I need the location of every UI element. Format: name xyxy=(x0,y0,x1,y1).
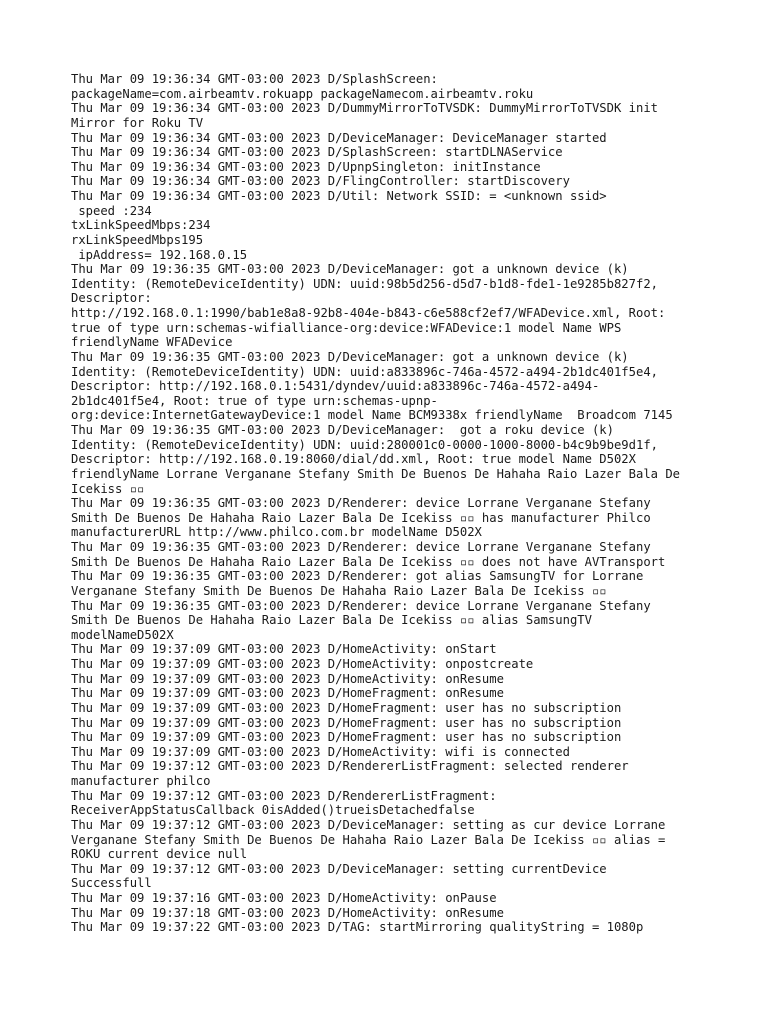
log-line: Thu Mar 09 19:37:09 GMT-03:00 2023 D/HomeFragment: user has no subscription xyxy=(71,715,622,730)
log-line: Thu Mar 09 19:37:12 GMT-03:00 2023 D/DeviceManager: setting currentDevice xyxy=(71,861,607,876)
log-line: Thu Mar 09 19:37:09 GMT-03:00 2023 D/HomeActivity: wifi is connected xyxy=(71,744,570,759)
log-text-block xyxy=(71,72,721,935)
log-line: Thu Mar 09 19:37:09 GMT-03:00 2023 D/HomeFragment: user has no subscription xyxy=(71,730,622,745)
log-line: ROKU current device null xyxy=(71,847,248,862)
log-line: Thu Mar 09 19:37:16 GMT-03:00 2023 D/HomeActivity: onPause xyxy=(71,891,497,905)
log-line: rxLinkSpeedMbps195 xyxy=(71,232,204,247)
log-line: Descriptor: http://192.168.0.1:5431/dyndev/uuid:a833896c-746a-4572-a494- xyxy=(71,379,600,394)
log-line: Thu Mar 09 19:36:35 GMT-03:00 2023 D/Renderer: device Lorrane Verganane Stefany xyxy=(71,598,651,613)
log-line: Verganane Stefany Smith De Buenos De Hahaha Raio Lazer Bala De Icekiss ▫▫ alias = xyxy=(71,832,666,847)
log-line: Thu Mar 09 19:36:34 GMT-03:00 2023 D/FlingController: startDiscovery xyxy=(71,174,570,189)
log-line: Thu Mar 09 19:37:18 GMT-03:00 2023 D/HomeActivity: onResume xyxy=(71,905,504,920)
log-line: Successfull xyxy=(71,876,152,891)
log-line: Descriptor: xyxy=(71,291,152,306)
log-line: Identity: (RemoteDeviceIdentity) UDN: uuid:a833896c-746a-4572-a494-2b1dc401f5e4, xyxy=(71,364,658,379)
log-line: modelNameD502X xyxy=(71,627,174,642)
log-line: Thu Mar 09 19:36:34 GMT-03:00 2023 D/SplashScreen: startDLNAService xyxy=(71,145,563,160)
log-line: Smith De Buenos De Hahaha Raio Lazer Bala De Icekiss ▫▫ has manufacturer Philco xyxy=(71,510,651,525)
log-line: 2b1dc401f5e4, Root: true of type urn:schemas-upnp- xyxy=(71,393,438,408)
log-line: Thu Mar 09 19:36:34 GMT-03:00 2023 D/DeviceManager: DeviceManager started xyxy=(71,130,607,145)
log-line: Thu Mar 09 19:36:35 GMT-03:00 2023 D/Renderer: device Lorrane Verganane Stefany xyxy=(71,496,651,511)
log-line: http://192.168.0.1:1990/bab1e8a8-92b8-404e-b843-c6e588cf2ef7/WFADevice.xml, Root: xyxy=(71,306,666,320)
log-line: Descriptor: http://192.168.0.19:8060/dial/dd.xml, Root: true model Name D502X xyxy=(71,452,636,467)
log-line: Verganane Stefany Smith De Buenos De Hahaha Raio Lazer Bala De Icekiss ▫▫ xyxy=(71,583,607,598)
log-line: speed :234 xyxy=(71,203,152,218)
log-line: Thu Mar 09 19:36:35 GMT-03:00 2023 D/Renderer: device Lorrane Verganane Stefany xyxy=(71,540,651,554)
log-line: Mirror for Roku TV xyxy=(71,115,204,130)
log-line: manufacturerURL http://www.philco.com.br modelName D502X xyxy=(71,525,482,540)
log-line: Thu Mar 09 19:37:09 GMT-03:00 2023 D/HomeFragment: user has no subscription xyxy=(71,700,622,715)
log-line: Thu Mar 09 19:37:09 GMT-03:00 2023 D/HomeActivity: onpostcreate xyxy=(71,657,534,671)
log-line: Icekiss ▫▫ xyxy=(71,481,145,496)
log-line: Thu Mar 09 19:37:12 GMT-03:00 2023 D/RendererListFragment: xyxy=(71,788,497,803)
log-line: Thu Mar 09 19:36:35 GMT-03:00 2023 D/DeviceManager: got a unknown device (k) xyxy=(71,262,629,277)
log-line: Thu Mar 09 19:36:34 GMT-03:00 2023 D/Util: Network SSID: = <unknown ssid> xyxy=(71,189,607,203)
log-line: ReceiverAppStatusCallback 0isAdded()trueisDetachedfalse xyxy=(71,803,475,818)
log-line: txLinkSpeedMbps:234 xyxy=(71,218,211,233)
log-line: Thu Mar 09 19:36:35 GMT-03:00 2023 D/Renderer: got alias SamsungTV for Lorrane xyxy=(71,569,644,584)
log-line: Thu Mar 09 19:37:12 GMT-03:00 2023 D/RendererListFragment: selected renderer xyxy=(71,759,629,774)
log-line: Smith De Buenos De Hahaha Raio Lazer Bala De Icekiss ▫▫ alias SamsungTV xyxy=(71,613,592,628)
log-line: ipAddress= 192.168.0.15 xyxy=(71,247,248,262)
log-line: Thu Mar 09 19:37:09 GMT-03:00 2023 D/HomeActivity: onStart xyxy=(71,642,497,657)
log-line: packageName=com.airbeamtv.rokuapp packageNamecom.airbeamtv.roku xyxy=(71,86,534,101)
log-line: Thu Mar 09 19:36:35 GMT-03:00 2023 D/DeviceManager: got a roku device (k) xyxy=(71,423,614,437)
log-line: Identity: (RemoteDeviceIdentity) UDN: uuid:280001c0-0000-1000-8000-b4c9b9be9d1f, xyxy=(71,437,658,452)
log-line: Thu Mar 09 19:37:12 GMT-03:00 2023 D/DeviceManager: setting as cur device Lorrane xyxy=(71,817,666,832)
log-line: org:device:InternetGatewayDevice:1 model Name BCM9338x friendlyName Broadcom 7145 xyxy=(71,408,673,423)
log-line: Smith De Buenos De Hahaha Raio Lazer Bala De Icekiss ▫▫ does not have AVTransport xyxy=(71,554,666,569)
log-line: Identity: (RemoteDeviceIdentity) UDN: uuid:98b5d256-d5d7-b1d8-fde1-1e9285b827f2, xyxy=(71,276,658,291)
log-line: Thu Mar 09 19:36:34 GMT-03:00 2023 D/UpnpSingleton: initInstance xyxy=(71,159,541,174)
log-line: Thu Mar 09 19:37:22 GMT-03:00 2023 D/TAG: startMirroring qualityString = 1080p xyxy=(71,920,644,935)
log-line: Thu Mar 09 19:37:09 GMT-03:00 2023 D/HomeActivity: onResume xyxy=(71,671,504,686)
log-line: friendlyName Lorrane Verganane Stefany Smith De Buenos De Hahaha Raio Lazer Bala De xyxy=(71,466,681,481)
log-line: manufacturer philco xyxy=(71,774,211,788)
log-line: Thu Mar 09 19:36:34 GMT-03:00 2023 D/DummyMirrorToTVSDK: DummyMirrorToTVSDK init xyxy=(71,101,658,116)
log-line: Thu Mar 09 19:37:09 GMT-03:00 2023 D/HomeFragment: onResume xyxy=(71,686,504,701)
log-line: Thu Mar 09 19:36:35 GMT-03:00 2023 D/DeviceManager: got a unknown device (k) xyxy=(71,349,629,364)
log-line: true of type urn:schemas-wifialliance-org:device:WFADevice:1 model Name WPS xyxy=(71,320,622,335)
log-line: friendlyName WFADevice xyxy=(71,335,233,350)
log-line: Thu Mar 09 19:36:34 GMT-03:00 2023 D/SplashScreen: xyxy=(71,72,438,86)
